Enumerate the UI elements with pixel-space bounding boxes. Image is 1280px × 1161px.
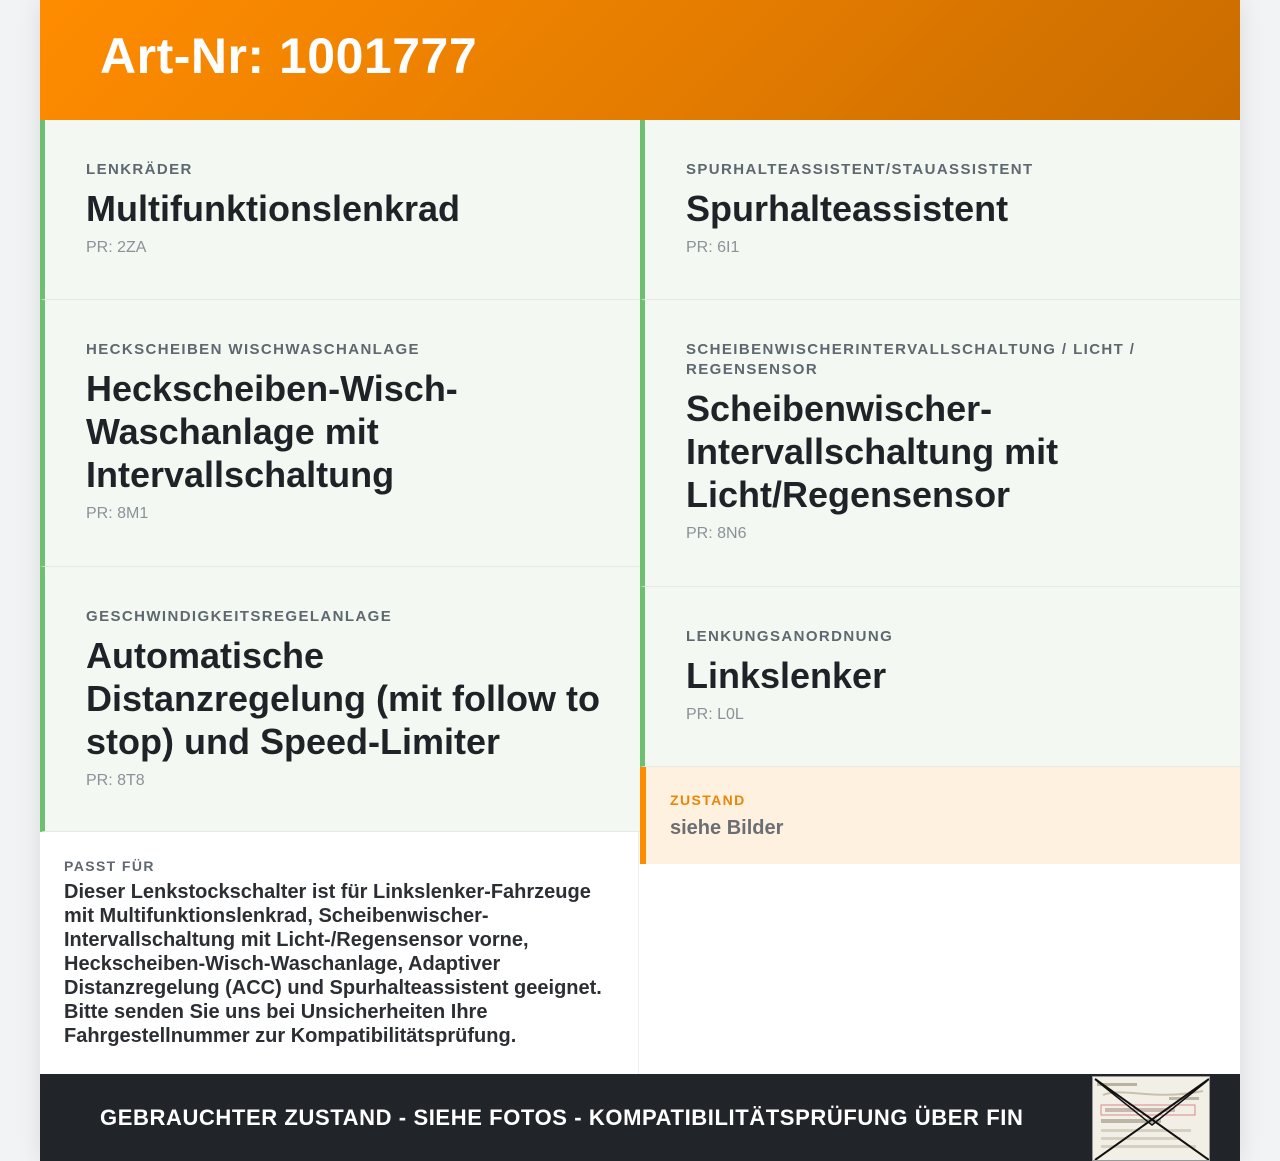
condition-value: siehe Bilder [670,817,784,839]
spec-pr-code: PR: 8T8 [86,772,145,789]
spec-title: Automatische Distanzregelung (mit follow to stop) und Speed-Limiter [86,635,600,762]
product-sheet [40,0,1240,1161]
spec-category: GESCHWINDIGKEITSREGELANLAGE [86,608,393,625]
spec-pr-code: PR: 2ZA [86,239,147,256]
document-thumbnail-graphic [1093,1077,1210,1161]
spec-pr-code: PR: 8M1 [86,505,149,522]
spec-title: Linkslenker [686,655,887,696]
spec-card-rear-wiper [40,300,640,567]
spec-category: SCHEIBENWISCHERINTERVALLSCHALTUNG / LICHT / REGENSENSOR [686,341,1136,378]
spec-card-steering-wheel [40,120,640,300]
spec-pr-code: PR: L0L [686,706,744,723]
spec-card-cruise-control [40,567,640,832]
spec-category: SPURHALTEASSISTENT/STAUASSISTENT [686,161,1034,178]
spec-pr-code: PR: 8N6 [686,525,747,542]
condition-section [640,767,1240,864]
spec-title: Multifunktionslenkrad [86,188,461,229]
spec-card-steering-position [640,587,1240,767]
spec-pr-code: PR: 6I1 [686,239,740,256]
vehicle-registration-document-icon [1092,1076,1210,1161]
compatibility-section [40,832,639,1074]
spec-category: LENKRÄDER [86,161,193,178]
spec-column-right [640,120,1240,767]
spec-card-lane-assist [640,120,1240,300]
footer-notice: GEBRAUCHTER ZUSTAND - SIEHE FOTOS - KOMPATIBILITÄTSPRÜFUNG ÜBER FIN [100,1105,1024,1130]
condition-label: ZUSTAND [670,792,746,808]
spec-title: Heckscheiben-Wisch-Waschanlage mit Intervallschaltung [86,368,458,495]
spec-title: Spurhalteassistent [686,188,1009,229]
compatibility-label: PASST FÜR [64,858,155,874]
spec-title: Scheibenwischer-Intervallschaltung mit Licht/Regensensor [686,388,1059,515]
footer [40,1074,1240,1161]
compatibility-text: Dieser Lenkstockschalter ist für Linkslenker-Fahrzeuge mit Multifunktionslenkrad, Scheibenwischer-Intervallschaltung mit Licht-/Regensensor vorne, Heckscheiben-Wisch-Waschanlage, Adaptiver Distanzregelung (ACC) und Spurhalteassistent geeignet. Bitte senden Sie uns bei Unsicherheiten Ihre Fahrgestellnummer zur Kompatibilitätsprüfung. [64,881,602,1047]
header [40,0,1240,120]
article-number-title: Art-Nr: 1001777 [100,28,478,84]
spec-card-wiper-interval [640,300,1240,587]
spec-category: LENKUNGSANORDNUNG [686,628,894,645]
spec-column-left [40,120,640,832]
spec-category: HECKSCHEIBEN WISCHWASCHANLAGE [86,341,420,358]
